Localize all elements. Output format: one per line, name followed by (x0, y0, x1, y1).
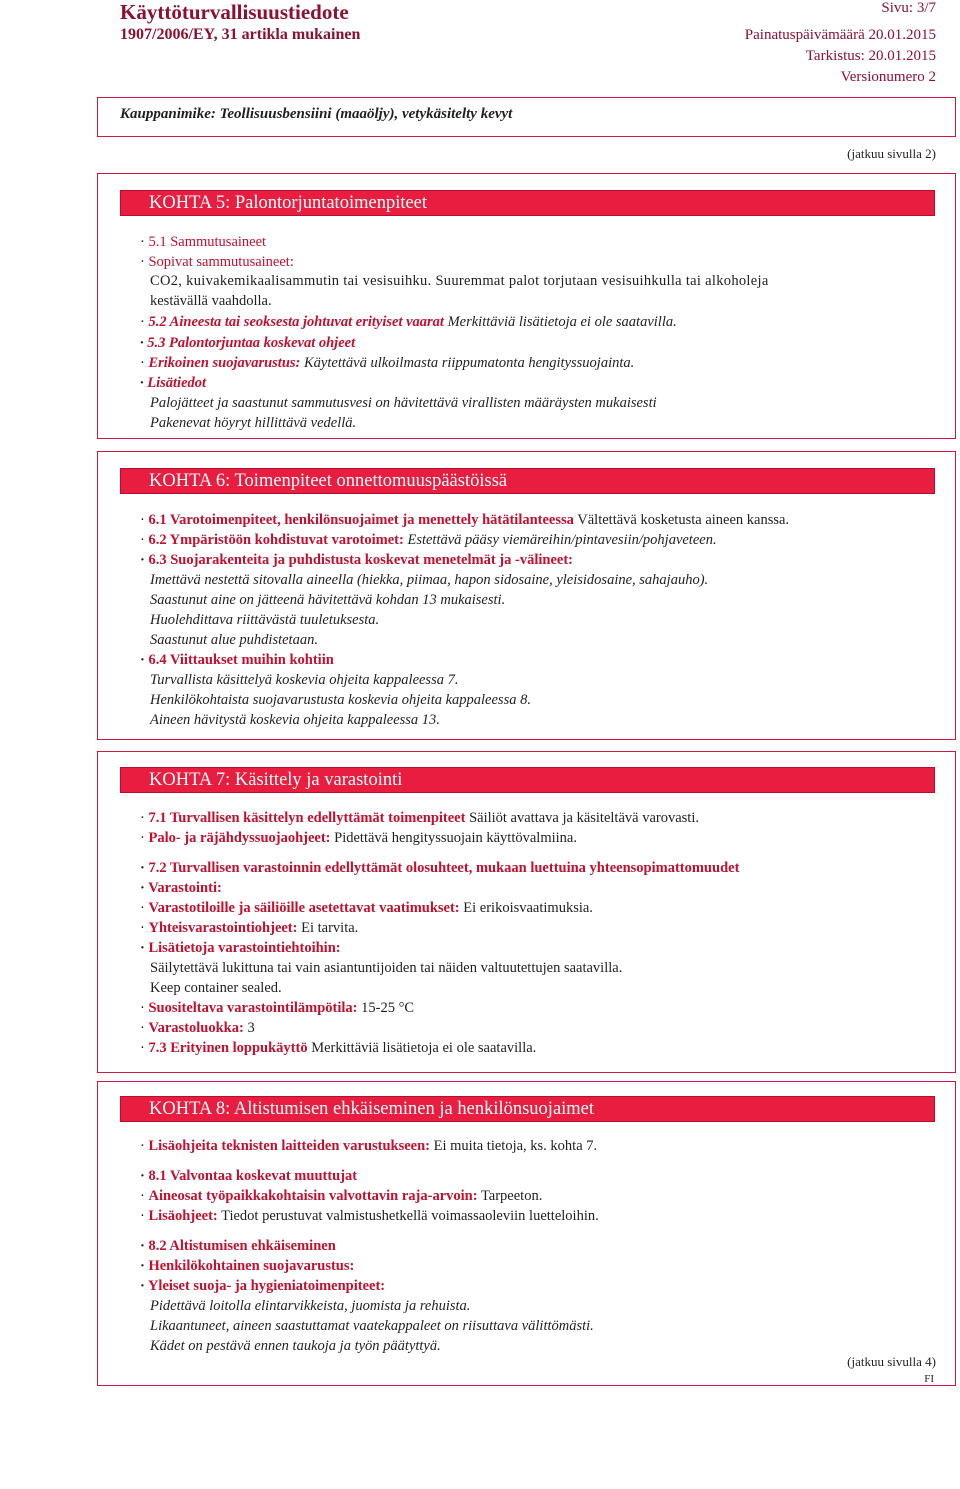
s8-line: · Yleiset suoja- ja hygieniatoimenpiteet: (140, 1278, 386, 1294)
s6-line: · 6.4 Viittaukset muihin kohtiin (140, 652, 334, 668)
continued-to: (jatkuu sivulla 4) (847, 1354, 936, 1369)
s6-line: Aineen hävitystä koskevia ohjeita kappaleessa 13. (150, 712, 440, 728)
section-5-header (120, 190, 935, 216)
s8-line: Pidettävä loitolla elintarvikkeista, juomista ja rehuista. (150, 1298, 471, 1314)
page-number: Sivu: 3/7 (881, 0, 936, 16)
s8-line: · 8.2 Altistumisen ehkäiseminen (140, 1238, 336, 1254)
regulation-reference: 1907/2006/EY, 31 artikla mukainen (120, 26, 361, 43)
version-number: Versionumero 2 (840, 69, 936, 85)
s5-line: kestävällä vaahdolla. (150, 293, 272, 309)
s5-line: · Lisätiedot (140, 375, 207, 391)
section-7-title: KOHTA 7: Käsittely ja varastointi (149, 770, 403, 790)
s7-line: · 7.3 Erityinen loppukäyttö Merkittäviä lisätietoja ei ole saatavilla. (140, 1040, 537, 1056)
section-6-title: KOHTA 6: Toimenpiteet onnettomuuspäästöissä (149, 471, 508, 491)
s6-line: · 6.3 Suojarakenteita ja puhdistusta koskevat menetelmät ja -välineet: (140, 552, 573, 568)
s7-line: · Varastotiloille ja säiliöille asetettavat vaatimukset: Ei erikoisvaatimuksia. (140, 900, 593, 916)
s8-line: · 8.1 Valvontaa koskevat muuttujat (140, 1168, 358, 1184)
s5-line: · 5.2 Aineesta tai seoksesta johtuvat erityiset vaarat Merkittäviä lisätietoja ei ole saatavilla. (140, 314, 677, 330)
s7-line: · Varastoluokka: 3 (140, 1020, 255, 1036)
revision-date: Tarkistus: 20.01.2015 (805, 48, 936, 64)
s7-line: · Varastointi: (140, 880, 222, 896)
s7-line: · Palo- ja räjähdyssuojaohjeet: Pidettävä hengityssuojain käyttövalmiina. (140, 830, 577, 846)
s6-line: Henkilökohtaista suojavarustusta koskevia ohjeita kappaleessa 8. (150, 692, 531, 708)
section-8-header (120, 1096, 935, 1122)
s5-line: · Sopivat sammutusaineet: (140, 254, 294, 270)
s6-line: Imettävä nestettä sitovalla aineella (hiekka, piimaa, hapon sidosaine, yleisidosaine, sahajauho). (150, 572, 709, 588)
s6-line: Huolehdittava riittävästä tuuletuksesta. (150, 612, 380, 628)
continued-from: (jatkuu sivulla 2) (847, 146, 936, 161)
s5-line: · 5.3 Palontorjuntaa koskevat ohjeet (140, 335, 356, 351)
s5-line: · Erikoinen suojavarustus: Käytettävä ulkoilmasta riippumatonta hengityssuojainta. (140, 355, 635, 371)
s7-line: · Yhteisvarastointiohjeet: Ei tarvita. (140, 920, 359, 936)
section-7-header (120, 767, 935, 793)
s8-line: · Aineosat työpaikkakohtaisin valvottavin raja-arvoin: Tarpeeton. (140, 1188, 543, 1204)
s7-line: · Suositeltava varastointilämpötila: 15-25 °C (140, 1000, 415, 1016)
s7-line: Säilytettävä lukittuna tai vain asiantuntijoiden tai näiden valtuutettujen saatavilla. (150, 960, 623, 976)
section-6-header (120, 468, 935, 494)
trade-name: Kauppanimike: Teollisuusbensiini (maaöljy), vetykäsitelty kevyt (120, 106, 513, 122)
language-code: FI (924, 1373, 934, 1385)
s6-line: Saastunut alue puhdistetaan. (150, 632, 318, 648)
section-8-title: KOHTA 8: Altistumisen ehkäiseminen ja henkilönsuojaimet (149, 1099, 595, 1119)
s5-line: Palojätteet ja saastunut sammutusvesi on hävitettävä virallisten määräysten mukaisesti (150, 395, 657, 411)
s5-line: · 5.1 Sammutusaineet (140, 234, 267, 250)
s5-line: Pakenevat höyryt hillittävä vedellä. (150, 415, 357, 431)
s6-line: Saastunut aine on jätteenä hävitettävä kohdan 13 mukaisesti. (150, 592, 506, 608)
s8-line: · Henkilökohtainen suojavarustus: (140, 1258, 355, 1274)
s8-line: · Lisäohjeita teknisten laitteiden varustukseen: Ei muita tietoja, ks. kohta 7. (140, 1138, 598, 1154)
s8-line: Likaantuneet, aineen saastuttamat vaatekappaleet on riisuttava välittömästi. (150, 1318, 594, 1334)
s5-line: CO2, kuivakemikaalisammutin tai vesisuihku. Suuremmat palot torjutaan vesisuihkulla tai alkoholeja (150, 273, 769, 289)
s8-line: Kädet on pestävä ennen taukoja ja työn päätyttyä. (150, 1338, 441, 1354)
s7-line: · 7.1 Turvallisen käsittelyn edellyttämät toimenpiteet Säiliöt avattava ja käsiteltävä varovasti. (140, 810, 699, 826)
s6-line: · 6.1 Varotoimenpiteet, henkilönsuojaimet ja menettely hätätilanteessa Vältettävä kosketusta aineen kanssa. (140, 512, 790, 528)
s8-line: · Lisäohjeet: Tiedot perustuvat valmistushetkellä voimassaoleviin luetteloihin. (140, 1208, 599, 1224)
s7-line: · Lisätietoja varastointiehtoihin: (140, 940, 341, 956)
document-title: Käyttöturvallisuustiedote (120, 0, 349, 24)
print-date: Painatuspäivämäärä 20.01.2015 (744, 27, 936, 43)
s6-line: · 6.2 Ympäristöön kohdistuvat varotoimet: Estettävä pääsy viemäreihin/pintavesiin/pohjaveteen. (140, 532, 717, 548)
s6-line: Turvallista käsittelyä koskevia ohjeita kappaleessa 7. (150, 672, 459, 688)
s7-line: Keep container sealed. (150, 980, 282, 996)
s7-line: · 7.2 Turvallisen varastoinnin edellyttämät olosuhteet, mukaan luettuina yhteensopimattomuudet (140, 860, 740, 876)
section-5-title: KOHTA 5: Palontorjuntatoimenpiteet (149, 193, 428, 213)
